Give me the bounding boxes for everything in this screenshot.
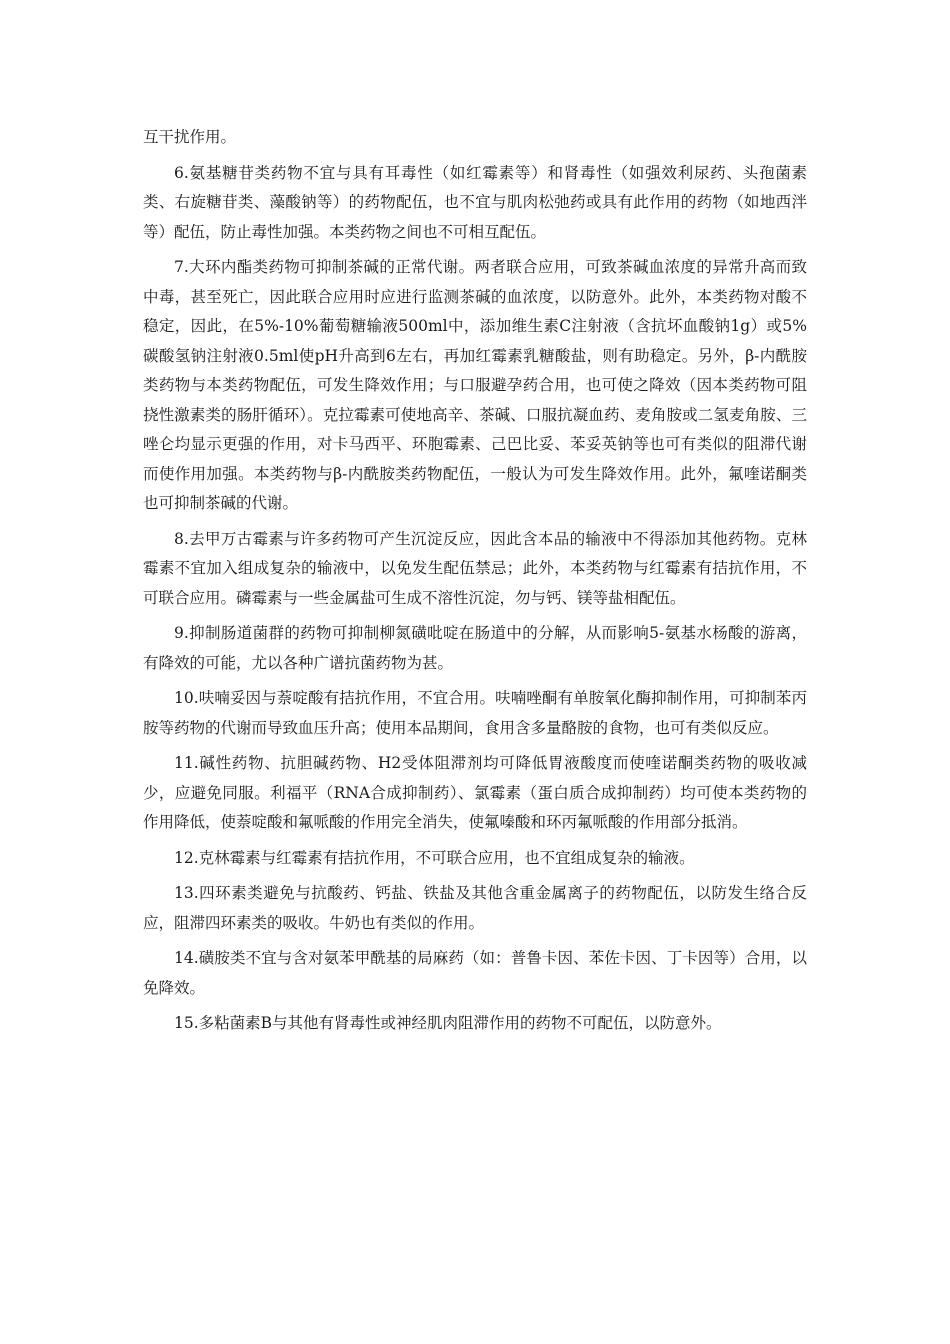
paragraph-item-9: 9.抑制肠道菌群的药物可抑制柳氮磺吡啶在肠道中的分解，从而影响5-氨基水杨酸的游离，有降效的可能，尤以各种广谱抗菌药物为甚。 xyxy=(143,624,807,672)
paragraph-item-11: 11.碱性药物、抗胆碱药物、H2受体阻滞剂均可降低胃液酸度而使喹诺酮类药物的吸收减少，应避免同服。利福平（RNA合成抑制药）、氯霉素（蛋白质合成抑制药）均可使本类药物的作用降低，使萘啶酸和氟哌酸的作用完全消失，使氟嗪酸和环丙氟哌酸的作用部分抵消。 xyxy=(143,754,807,831)
paragraph-item-7: 7.大环内酯类药物可抑制茶碱的正常代谢。两者联合应用，可致茶碱血浓度的异常升高而致中毒，甚至死亡，因此联合应用时应进行监测茶碱的血浓度，以防意外。此外，本类药物对酸不稳定，因此，在5%-10%葡萄糖输液500ml中，添加维生素C注射液（含抗坏血酸钠1g）或5%碳酸氢钠注射液0.5ml使pH升高到6左右，再加红霉素乳糖酸盐，则有助稳定。另外，β-内酰胺类药物与本类药物配伍，可发生降效作用；与口服避孕药合用，也可使之降效（因本类药物可阻挠性激素类的肠肝循环）。克拉霉素可使地高辛、茶碱、口服抗凝血药、麦角胺或二氢麦角胺、三唑仑均显示更强的作用，对卡马西平、环胞霉素、己巴比妥、苯妥英钠等也可有类似的阻滞代谢而使作用加强。本类药物与β-内酰胺类药物配伍，一般认为可发生降效作用。此外，氟喹诺酮类也可抑制茶碱的代谢。 xyxy=(143,258,807,512)
paragraph-item-6: 6.氨基糖苷类药物不宜与具有耳毒性（如红霉素等）和肾毒性（如强效利尿药、头孢菌素类、右旋糖苷类、藻酸钠等）的药物配伍，也不宜与肌肉松弛药或具有此作用的药物（如地西泮等）配伍，防止毒性加强。本类药物之间也不可相互配伍。 xyxy=(143,163,807,241)
paragraph-item-13: 13.四环素类避免与抗酸药、钙盐、铁盐及其他含重金属离子的药物配伍，以防发生络合反应，阻滞四环素类的吸收。牛奶也有类似的作用。 xyxy=(143,884,807,932)
paragraph-item-8: 8.去甲万古霉素与许多药物可产生沉淀反应，因此含本品的输液中不得添加其他药物。克林霉素不宜加入组成复杂的输液中，以免发生配伍禁忌；此外，本类药物与红霉素有拮抗作用，不可联合应用。磷霉素与一些金属盐可生成不溶性沉淀，勿与钙、镁等盐相配伍。 xyxy=(143,529,807,607)
paragraph-item-12: 12.克林霉素与红霉素有拮抗作用，不可联合应用，也不宜组成复杂的输液。 xyxy=(174,848,695,867)
paragraph-item-10: 10.呋喃妥因与萘啶酸有拮抗作用，不宜合用。呋喃唑酮有单胺氧化酶抑制作用，可抑制苯丙胺等药物的代谢而导致血压升高；使用本品期间，食用含多量酪胺的食物，也可有类似反应。 xyxy=(143,689,807,737)
paragraph-continuation: 互干扰作用。 xyxy=(143,128,237,146)
paragraph-item-15: 15.多粘菌素B与其他有肾毒性或神经肌肉阻滞作用的药物不可配伍，以防意外。 xyxy=(174,1014,722,1032)
paragraph-item-14: 14.磺胺类不宜与含对氨苯甲酰基的局麻药（如：普鲁卡因、苯佐卡因、丁卡因等）合用，以免降效。 xyxy=(143,949,807,997)
document-body xyxy=(143,123,807,1045)
